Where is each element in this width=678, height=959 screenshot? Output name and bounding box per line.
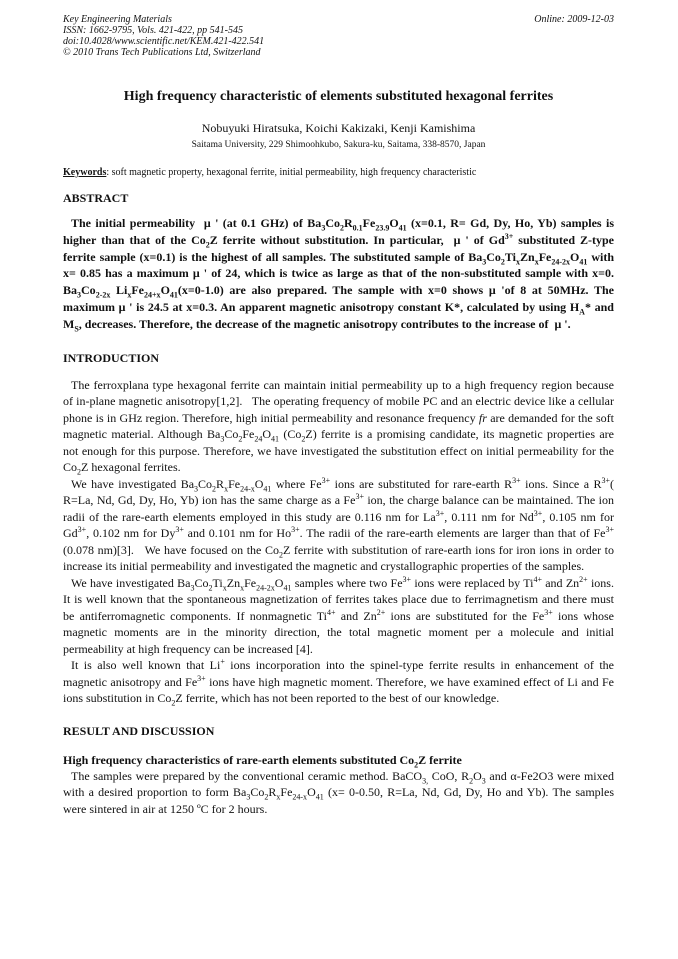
results-heading: RESULT AND DISCUSSION <box>63 723 215 738</box>
introduction-heading: INTRODUCTION <box>63 350 160 365</box>
paper-title: High frequency characteristic of elements substituted hexagonal ferrites <box>123 89 554 104</box>
intro-paragraph: The ferroxplana type hexagonal ferrite can maintain initial permeability up to a high frequency region because of in-plane magnetic anisotropy[1,2]. The operating frequency of mobile PC and an electric device like a cellular phone is in GHz region. Therefore, high initial permeability and resonance frequency fr are demanded for the soft magnetic material. Although $Ba_3Co_2Fe_{24}O_{41}$ $(Co_2Z)$ ferrite is a promising candidate, its magnetic properties are not enough for this purpose. Therefore, we have investigated the substitution effect on initial permeability for the $Co_2Z$ hexagonal ferrites. <box>63 377 614 477</box>
keywords-line <box>63 167 614 178</box>
doi-line: doi:10.4028/www.scientific.net/KEM.421-422.541 <box>63 36 265 47</box>
paper-page <box>63 14 614 817</box>
intro-paragraph: We have investigated $Ba_3Co_2R_xFe_{24-x}O_{41}$ where $Fe^{3+}$ ions are substituted for rare-earth $R^{3+}$ ions. Since a $R^{3+}$( R=La, Nd, Gd, Dy, Ho, Yb) ion has the same charge as a $Fe^{3+}$ ion, the charge balance can be maintained. The ion radii of the rare-earth elements employed in this study are 0.116 nm for $La^{3+}$, 0.111 nm for $Nd^{3+}$, 0.105 nm for $Gd^{3+}$, 0.102 nm for $Dy^{3+}$ and 0.101 nm for $Ho^{3+}$. The radii of the rare-earth elements are larger than that of $Fe^{3+}$ (0.078 nm)[3]. We have focused on the $Co_2Z$ ferrite with substitution of rare-earth ions for iron ions in order to increase its initial permeability and investigated the magnetic and crystallographic properties of the samples. <box>63 475 615 574</box>
journal-header <box>63 14 614 58</box>
keywords-label: Keywords <box>63 167 107 178</box>
abstract-text: The initial permeability μ ' (at 0.1 GHz) of $Ba_3Co_2R_{0.1}Fe_{23.9}O_{41}$ (x=0.1, R= Gd, Dy, Ho, Yb) samples is higher than that of the $Co_2Z$ ferrite without substitution. In particular, μ ' of $Gd^{3+}$ substituted Z-type ferrite sample (x=0.1) is the highest of all samples. The substituted sample of $Ba_3Co_2Ti_xZn_xFe_{24-2x}O_{41}$ with x= 0.85 has a maximum μ ' of 24, which is twice as large as that of the non-substituted sample with x=0. $Ba_3Co_{2-2x}$ $Li_xFe_{24+x}O_{41}(x=0-1.0)$ are also prepared. The sample with x=0 shows μ 'of 8 at 50MHz. The maximum μ ' is 24.5 at x=0.3. An apparent magnetic anisotropy constant K*, calculated by using $H_A*$ and $M_S$, decreases. Therefore, the decrease of the magnetic anisotropy contributes to the increase of μ '. <box>63 216 614 334</box>
subsection-heading: High frequency characteristics of rare-earth elements substituted $Co_2Z$ ferrite <box>63 752 462 769</box>
journal-name: Key Engineering Materials <box>63 14 172 25</box>
issn-line: ISSN: 1662-9795, Vols. 421-422, pp 541-545 <box>63 25 243 36</box>
online-date: Online: 2009-12-03 <box>534 14 614 25</box>
copyright-line: © 2010 Trans Tech Publications Ltd, Switzerland <box>63 47 261 58</box>
results-paragraph: The samples were prepared by the conventional ceramic method. BaCO$_{3,}$ CoO, $R_2O_3$ and α-Fe2O3 were mixed with a desired proportion to form $Ba_3Co_2R_xFe_{24-x}O_{41}$ (x= 0-0.50, R=La, Nd, Gd, Dy, Ho and Yb). The samples were sintered in air at 1250 ºC for 2 hours. <box>63 768 614 816</box>
keywords-text: : soft magnetic property, hexagonal ferrite, initial permeability, high frequency characteristic <box>106 167 477 178</box>
affiliation: Saitama University, 229 Shimoohkubo, Sakura-ku, Saitama, 338-8570, Japan <box>191 140 486 150</box>
introduction-body <box>63 377 614 707</box>
results-body <box>63 768 614 818</box>
intro-paragraph: It is also well known that Li+ ions incorporation into the spinel-type ferrite results in enhancement of the magnetic anisotropy and $Fe^{3+}$ ions have high magnetic moment. Therefore, we have examined effect of Li and Fe ions substitution in $Co_2Z$ ferrite, which has not been reported to the best of our knowledge. <box>63 657 615 708</box>
abstract-heading: ABSTRACT <box>63 191 129 205</box>
intro-paragraph: We have investigated $Ba_3Co_2Ti_xZn_xFe_{24-2x}O_{41}$ samples where two $Fe^{3+}$ ions were replaced by $Ti^{4+}$ and $Zn^{2+}$ ions. It is well known that the spontaneous magnetization of ferrites takes place due to ferrimagnetism and there must be antiferromagnetic components. If nonmagnetic $Ti^{4+}$ and $Zn^{2+}$ ions are substituted for the $Fe^{3+}$ ions whose magnetic moments are in the minority direction, the total magnetic moment per a molecule and initial permeability at high frequency can be increased [4]. <box>63 574 615 656</box>
author-list: Nobuyuki Hiratsuka, Koichi Kakizaki, Kenji Kamishima <box>201 121 476 135</box>
